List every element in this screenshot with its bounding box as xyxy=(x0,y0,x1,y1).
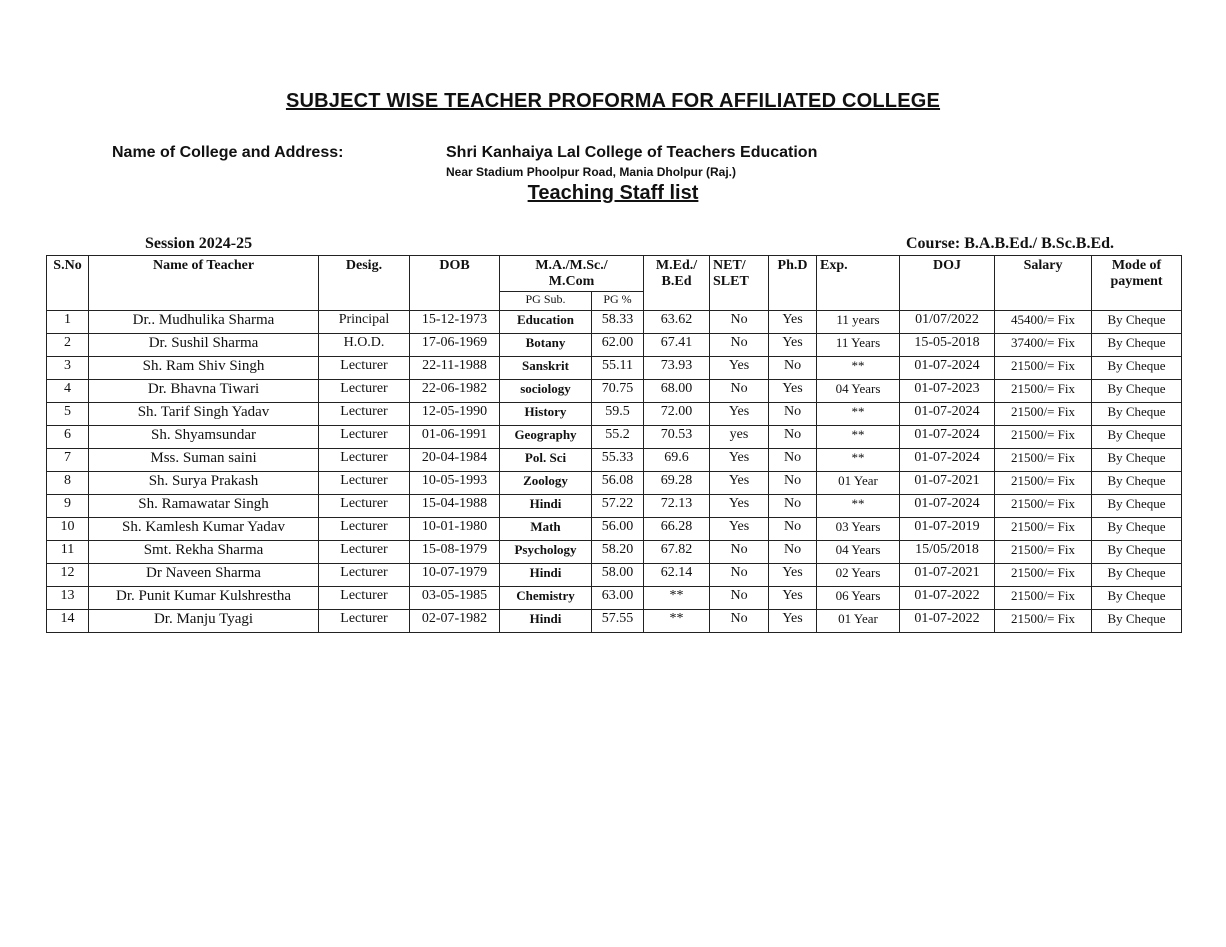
pg-percent-cell: 58.00 xyxy=(592,564,644,587)
pg-subject-cell: History xyxy=(500,403,592,426)
doj-cell: 01-07-2021 xyxy=(900,564,995,587)
pg-subject-cell: Hindi xyxy=(500,495,592,518)
phd-cell: Yes xyxy=(769,380,817,403)
med-cell: 68.00 xyxy=(644,380,710,403)
experience-cell: 02 Years xyxy=(817,564,900,587)
net-cell: No xyxy=(710,334,769,357)
experience-cell: 06 Years xyxy=(817,587,900,610)
college-label: Name of College and Address: xyxy=(112,144,344,161)
salary-cell: 37400/= Fix xyxy=(995,334,1092,357)
pg-percent-cell: 55.2 xyxy=(592,426,644,449)
experience-cell: 03 Years xyxy=(817,518,900,541)
salary-cell: 21500/= Fix xyxy=(995,587,1092,610)
sno-cell: 5 xyxy=(47,403,89,426)
staff-list-title: Teaching Staff list xyxy=(527,182,699,204)
header-ma xyxy=(500,256,644,292)
sno-cell: 8 xyxy=(47,472,89,495)
designation-cell: Lecturer xyxy=(319,449,410,472)
net-cell: No xyxy=(710,564,769,587)
salary-cell: 21500/= Fix xyxy=(995,564,1092,587)
doj-cell: 01-07-2024 xyxy=(900,426,995,449)
table-body xyxy=(47,311,1182,633)
table-row xyxy=(47,610,1182,633)
teacher-name-cell: Smt. Rekha Sharma xyxy=(89,541,319,564)
payment-mode-cell: By Cheque xyxy=(1092,334,1182,357)
designation-cell: Lecturer xyxy=(319,426,410,449)
dob-cell: 12-05-1990 xyxy=(410,403,500,426)
payment-mode-cell: By Cheque xyxy=(1092,449,1182,472)
pg-subject-cell: Pol. Sci xyxy=(500,449,592,472)
sno-cell: 2 xyxy=(47,334,89,357)
header-dob: DOB xyxy=(410,256,500,311)
phd-cell: Yes xyxy=(769,587,817,610)
med-cell: 67.82 xyxy=(644,541,710,564)
phd-cell: Yes xyxy=(769,311,817,334)
college-name: Shri Kanhaiya Lal College of Teachers Education xyxy=(446,144,818,161)
doj-cell: 01-07-2024 xyxy=(900,403,995,426)
header-ma-line2: M.Com xyxy=(548,274,595,289)
table-row xyxy=(47,403,1182,426)
phd-cell: No xyxy=(769,426,817,449)
net-cell: Yes xyxy=(710,449,769,472)
payment-mode-cell: By Cheque xyxy=(1092,311,1182,334)
experience-cell: ** xyxy=(817,449,900,472)
pg-percent-cell: 57.22 xyxy=(592,495,644,518)
sno-cell: 12 xyxy=(47,564,89,587)
dob-cell: 01-06-1991 xyxy=(410,426,500,449)
med-cell: 67.41 xyxy=(644,334,710,357)
pg-subject-cell: Sanskrit xyxy=(500,357,592,380)
header-mode xyxy=(1092,256,1182,311)
header-exp: Exp. xyxy=(817,256,900,311)
table-header-row xyxy=(47,256,1182,292)
salary-cell: 21500/= Fix xyxy=(995,403,1092,426)
doj-cell: 01-07-2019 xyxy=(900,518,995,541)
net-cell: Yes xyxy=(710,357,769,380)
dob-cell: 03-05-1985 xyxy=(410,587,500,610)
doj-cell: 01-07-2022 xyxy=(900,610,995,633)
doj-cell: 15-05-2018 xyxy=(900,334,995,357)
pg-subject-cell: Education xyxy=(500,311,592,334)
dob-cell: 20-04-1984 xyxy=(410,449,500,472)
teacher-name-cell: Mss. Suman saini xyxy=(89,449,319,472)
designation-cell: Lecturer xyxy=(319,495,410,518)
table-row xyxy=(47,449,1182,472)
table-row xyxy=(47,518,1182,541)
pg-percent-cell: 57.55 xyxy=(592,610,644,633)
experience-cell: 11 years xyxy=(817,311,900,334)
phd-cell: No xyxy=(769,541,817,564)
doj-cell: 15/05/2018 xyxy=(900,541,995,564)
net-cell: Yes xyxy=(710,495,769,518)
phd-cell: Yes xyxy=(769,610,817,633)
pg-percent-cell: 58.33 xyxy=(592,311,644,334)
sno-cell: 9 xyxy=(47,495,89,518)
table-row xyxy=(47,495,1182,518)
dob-cell: 15-08-1979 xyxy=(410,541,500,564)
salary-cell: 21500/= Fix xyxy=(995,610,1092,633)
header-name: Name of Teacher xyxy=(89,256,319,311)
experience-cell: ** xyxy=(817,403,900,426)
table-row xyxy=(47,311,1182,334)
pg-subject-cell: Chemistry xyxy=(500,587,592,610)
header-net-line2: SLET xyxy=(713,274,749,289)
med-cell: 62.14 xyxy=(644,564,710,587)
net-cell: No xyxy=(710,541,769,564)
salary-cell: 21500/= Fix xyxy=(995,426,1092,449)
pg-percent-cell: 56.00 xyxy=(592,518,644,541)
experience-cell: 01 Year xyxy=(817,472,900,495)
designation-cell: Lecturer xyxy=(319,541,410,564)
table-row xyxy=(47,472,1182,495)
teacher-name-cell: Dr Naveen Sharma xyxy=(89,564,319,587)
med-cell: 70.53 xyxy=(644,426,710,449)
designation-cell: Lecturer xyxy=(319,518,410,541)
net-cell: Yes xyxy=(710,518,769,541)
salary-cell: 21500/= Fix xyxy=(995,495,1092,518)
sno-cell: 14 xyxy=(47,610,89,633)
teacher-name-cell: Sh. Surya Prakash xyxy=(89,472,319,495)
sno-cell: 10 xyxy=(47,518,89,541)
document-title: SUBJECT WISE TEACHER PROFORMA FOR AFFILIATED COLLEGE xyxy=(285,90,941,112)
pg-percent-cell: 55.33 xyxy=(592,449,644,472)
designation-cell: Lecturer xyxy=(319,610,410,633)
net-cell: yes xyxy=(710,426,769,449)
table-row xyxy=(47,426,1182,449)
college-address: Near Stadium Phoolpur Road, Mania Dholpur (Raj.) xyxy=(446,165,737,179)
med-cell: 72.00 xyxy=(644,403,710,426)
sno-cell: 13 xyxy=(47,587,89,610)
payment-mode-cell: By Cheque xyxy=(1092,610,1182,633)
payment-mode-cell: By Cheque xyxy=(1092,564,1182,587)
pg-percent-cell: 70.75 xyxy=(592,380,644,403)
pg-subject-cell: Hindi xyxy=(500,610,592,633)
med-cell: 69.28 xyxy=(644,472,710,495)
salary-cell: 21500/= Fix xyxy=(995,518,1092,541)
doj-cell: 01/07/2022 xyxy=(900,311,995,334)
med-cell: 66.28 xyxy=(644,518,710,541)
header-pg-sub: PG Sub. xyxy=(500,292,592,311)
pg-percent-cell: 59.5 xyxy=(592,403,644,426)
designation-cell: Lecturer xyxy=(319,380,410,403)
pg-subject-cell: Zoology xyxy=(500,472,592,495)
dob-cell: 02-07-1982 xyxy=(410,610,500,633)
header-med xyxy=(644,256,710,311)
teacher-name-cell: Sh. Shyamsundar xyxy=(89,426,319,449)
sno-cell: 11 xyxy=(47,541,89,564)
header-net xyxy=(710,256,769,311)
payment-mode-cell: By Cheque xyxy=(1092,587,1182,610)
teacher-name-cell: Sh. Tarif Singh Yadav xyxy=(89,403,319,426)
payment-mode-cell: By Cheque xyxy=(1092,357,1182,380)
dob-cell: 10-05-1993 xyxy=(410,472,500,495)
experience-cell: 01 Year xyxy=(817,610,900,633)
header-sno: S.No xyxy=(47,256,89,311)
payment-mode-cell: By Cheque xyxy=(1092,403,1182,426)
designation-cell: Lecturer xyxy=(319,357,410,380)
doj-cell: 01-07-2024 xyxy=(900,357,995,380)
header-med-line2: B.Ed xyxy=(661,274,692,289)
net-cell: Yes xyxy=(710,403,769,426)
salary-cell: 21500/= Fix xyxy=(995,357,1092,380)
pg-subject-cell: Geography xyxy=(500,426,592,449)
net-cell: No xyxy=(710,610,769,633)
phd-cell: Yes xyxy=(769,564,817,587)
phd-cell: No xyxy=(769,403,817,426)
dob-cell: 10-01-1980 xyxy=(410,518,500,541)
phd-cell: No xyxy=(769,495,817,518)
phd-cell: No xyxy=(769,449,817,472)
pg-subject-cell: Hindi xyxy=(500,564,592,587)
table-row xyxy=(47,564,1182,587)
header-doj: DOJ xyxy=(900,256,995,311)
header-mode-line1: Mode of xyxy=(1111,258,1162,273)
med-cell: 72.13 xyxy=(644,495,710,518)
pg-percent-cell: 56.08 xyxy=(592,472,644,495)
pg-percent-cell: 55.11 xyxy=(592,357,644,380)
payment-mode-cell: By Cheque xyxy=(1092,380,1182,403)
phd-cell: Yes xyxy=(769,334,817,357)
net-cell: Yes xyxy=(710,472,769,495)
net-cell: No xyxy=(710,380,769,403)
teacher-name-cell: Dr.. Mudhulika Sharma xyxy=(89,311,319,334)
salary-cell: 21500/= Fix xyxy=(995,380,1092,403)
pg-percent-cell: 63.00 xyxy=(592,587,644,610)
phd-cell: No xyxy=(769,472,817,495)
salary-cell: 21500/= Fix xyxy=(995,472,1092,495)
doj-cell: 01-07-2021 xyxy=(900,472,995,495)
header-net-line1: NET/ xyxy=(713,258,746,273)
doj-cell: 01-07-2024 xyxy=(900,449,995,472)
experience-cell: ** xyxy=(817,426,900,449)
pg-percent-cell: 58.20 xyxy=(592,541,644,564)
designation-cell: Principal xyxy=(319,311,410,334)
header-mode-line2: payment xyxy=(1110,274,1163,289)
med-cell: ** xyxy=(644,610,710,633)
pg-subject-cell: Psychology xyxy=(500,541,592,564)
teacher-name-cell: Sh. Kamlesh Kumar Yadav xyxy=(89,518,319,541)
teacher-name-cell: Dr. Bhavna Tiwari xyxy=(89,380,319,403)
net-cell: No xyxy=(710,311,769,334)
pg-percent-cell: 62.00 xyxy=(592,334,644,357)
salary-cell: 45400/= Fix xyxy=(995,311,1092,334)
session-label: Session 2024-25 xyxy=(145,235,253,252)
designation-cell: Lecturer xyxy=(319,403,410,426)
staff-table xyxy=(46,255,1182,633)
table-row xyxy=(47,357,1182,380)
teacher-name-cell: Dr. Manju Tyagi xyxy=(89,610,319,633)
designation-cell: Lecturer xyxy=(319,472,410,495)
sno-cell: 4 xyxy=(47,380,89,403)
dob-cell: 22-11-1988 xyxy=(410,357,500,380)
doj-cell: 01-07-2024 xyxy=(900,495,995,518)
payment-mode-cell: By Cheque xyxy=(1092,495,1182,518)
designation-cell: Lecturer xyxy=(319,587,410,610)
payment-mode-cell: By Cheque xyxy=(1092,518,1182,541)
teacher-name-cell: Sh. Ramawatar Singh xyxy=(89,495,319,518)
dob-cell: 17-06-1969 xyxy=(410,334,500,357)
med-cell: 63.62 xyxy=(644,311,710,334)
header-salary: Salary xyxy=(995,256,1092,311)
header-phd: Ph.D xyxy=(769,256,817,311)
dob-cell: 22-06-1982 xyxy=(410,380,500,403)
pg-subject-cell: Botany xyxy=(500,334,592,357)
payment-mode-cell: By Cheque xyxy=(1092,541,1182,564)
phd-cell: No xyxy=(769,518,817,541)
experience-cell: 04 Years xyxy=(817,380,900,403)
teacher-name-cell: Dr. Punit Kumar Kulshrestha xyxy=(89,587,319,610)
table-row xyxy=(47,334,1182,357)
teacher-name-cell: Dr. Sushil Sharma xyxy=(89,334,319,357)
designation-cell: Lecturer xyxy=(319,564,410,587)
course-label: Course: B.A.B.Ed./ B.Sc.B.Ed. xyxy=(906,235,1115,252)
header-desig: Desig. xyxy=(319,256,410,311)
header-med-line1: M.Ed./ xyxy=(655,258,698,273)
net-cell: No xyxy=(710,587,769,610)
pg-subject-cell: sociology xyxy=(500,380,592,403)
header-ma-line1: M.A./M.Sc./ xyxy=(535,258,608,273)
payment-mode-cell: By Cheque xyxy=(1092,426,1182,449)
experience-cell: ** xyxy=(817,357,900,380)
doj-cell: 01-07-2023 xyxy=(900,380,995,403)
table-row xyxy=(47,380,1182,403)
sno-cell: 1 xyxy=(47,311,89,334)
header-pg-pct: PG % xyxy=(592,292,644,311)
designation-cell: H.O.D. xyxy=(319,334,410,357)
med-cell: 73.93 xyxy=(644,357,710,380)
teacher-name-cell: Sh. Ram Shiv Singh xyxy=(89,357,319,380)
sno-cell: 7 xyxy=(47,449,89,472)
table-row xyxy=(47,587,1182,610)
dob-cell: 15-12-1973 xyxy=(410,311,500,334)
table-row xyxy=(47,541,1182,564)
payment-mode-cell: By Cheque xyxy=(1092,472,1182,495)
phd-cell: No xyxy=(769,357,817,380)
med-cell: ** xyxy=(644,587,710,610)
sno-cell: 6 xyxy=(47,426,89,449)
salary-cell: 21500/= Fix xyxy=(995,449,1092,472)
experience-cell: 04 Years xyxy=(817,541,900,564)
pg-subject-cell: Math xyxy=(500,518,592,541)
sno-cell: 3 xyxy=(47,357,89,380)
doj-cell: 01-07-2022 xyxy=(900,587,995,610)
experience-cell: 11 Years xyxy=(817,334,900,357)
dob-cell: 15-04-1988 xyxy=(410,495,500,518)
experience-cell: ** xyxy=(817,495,900,518)
med-cell: 69.6 xyxy=(644,449,710,472)
dob-cell: 10-07-1979 xyxy=(410,564,500,587)
salary-cell: 21500/= Fix xyxy=(995,541,1092,564)
